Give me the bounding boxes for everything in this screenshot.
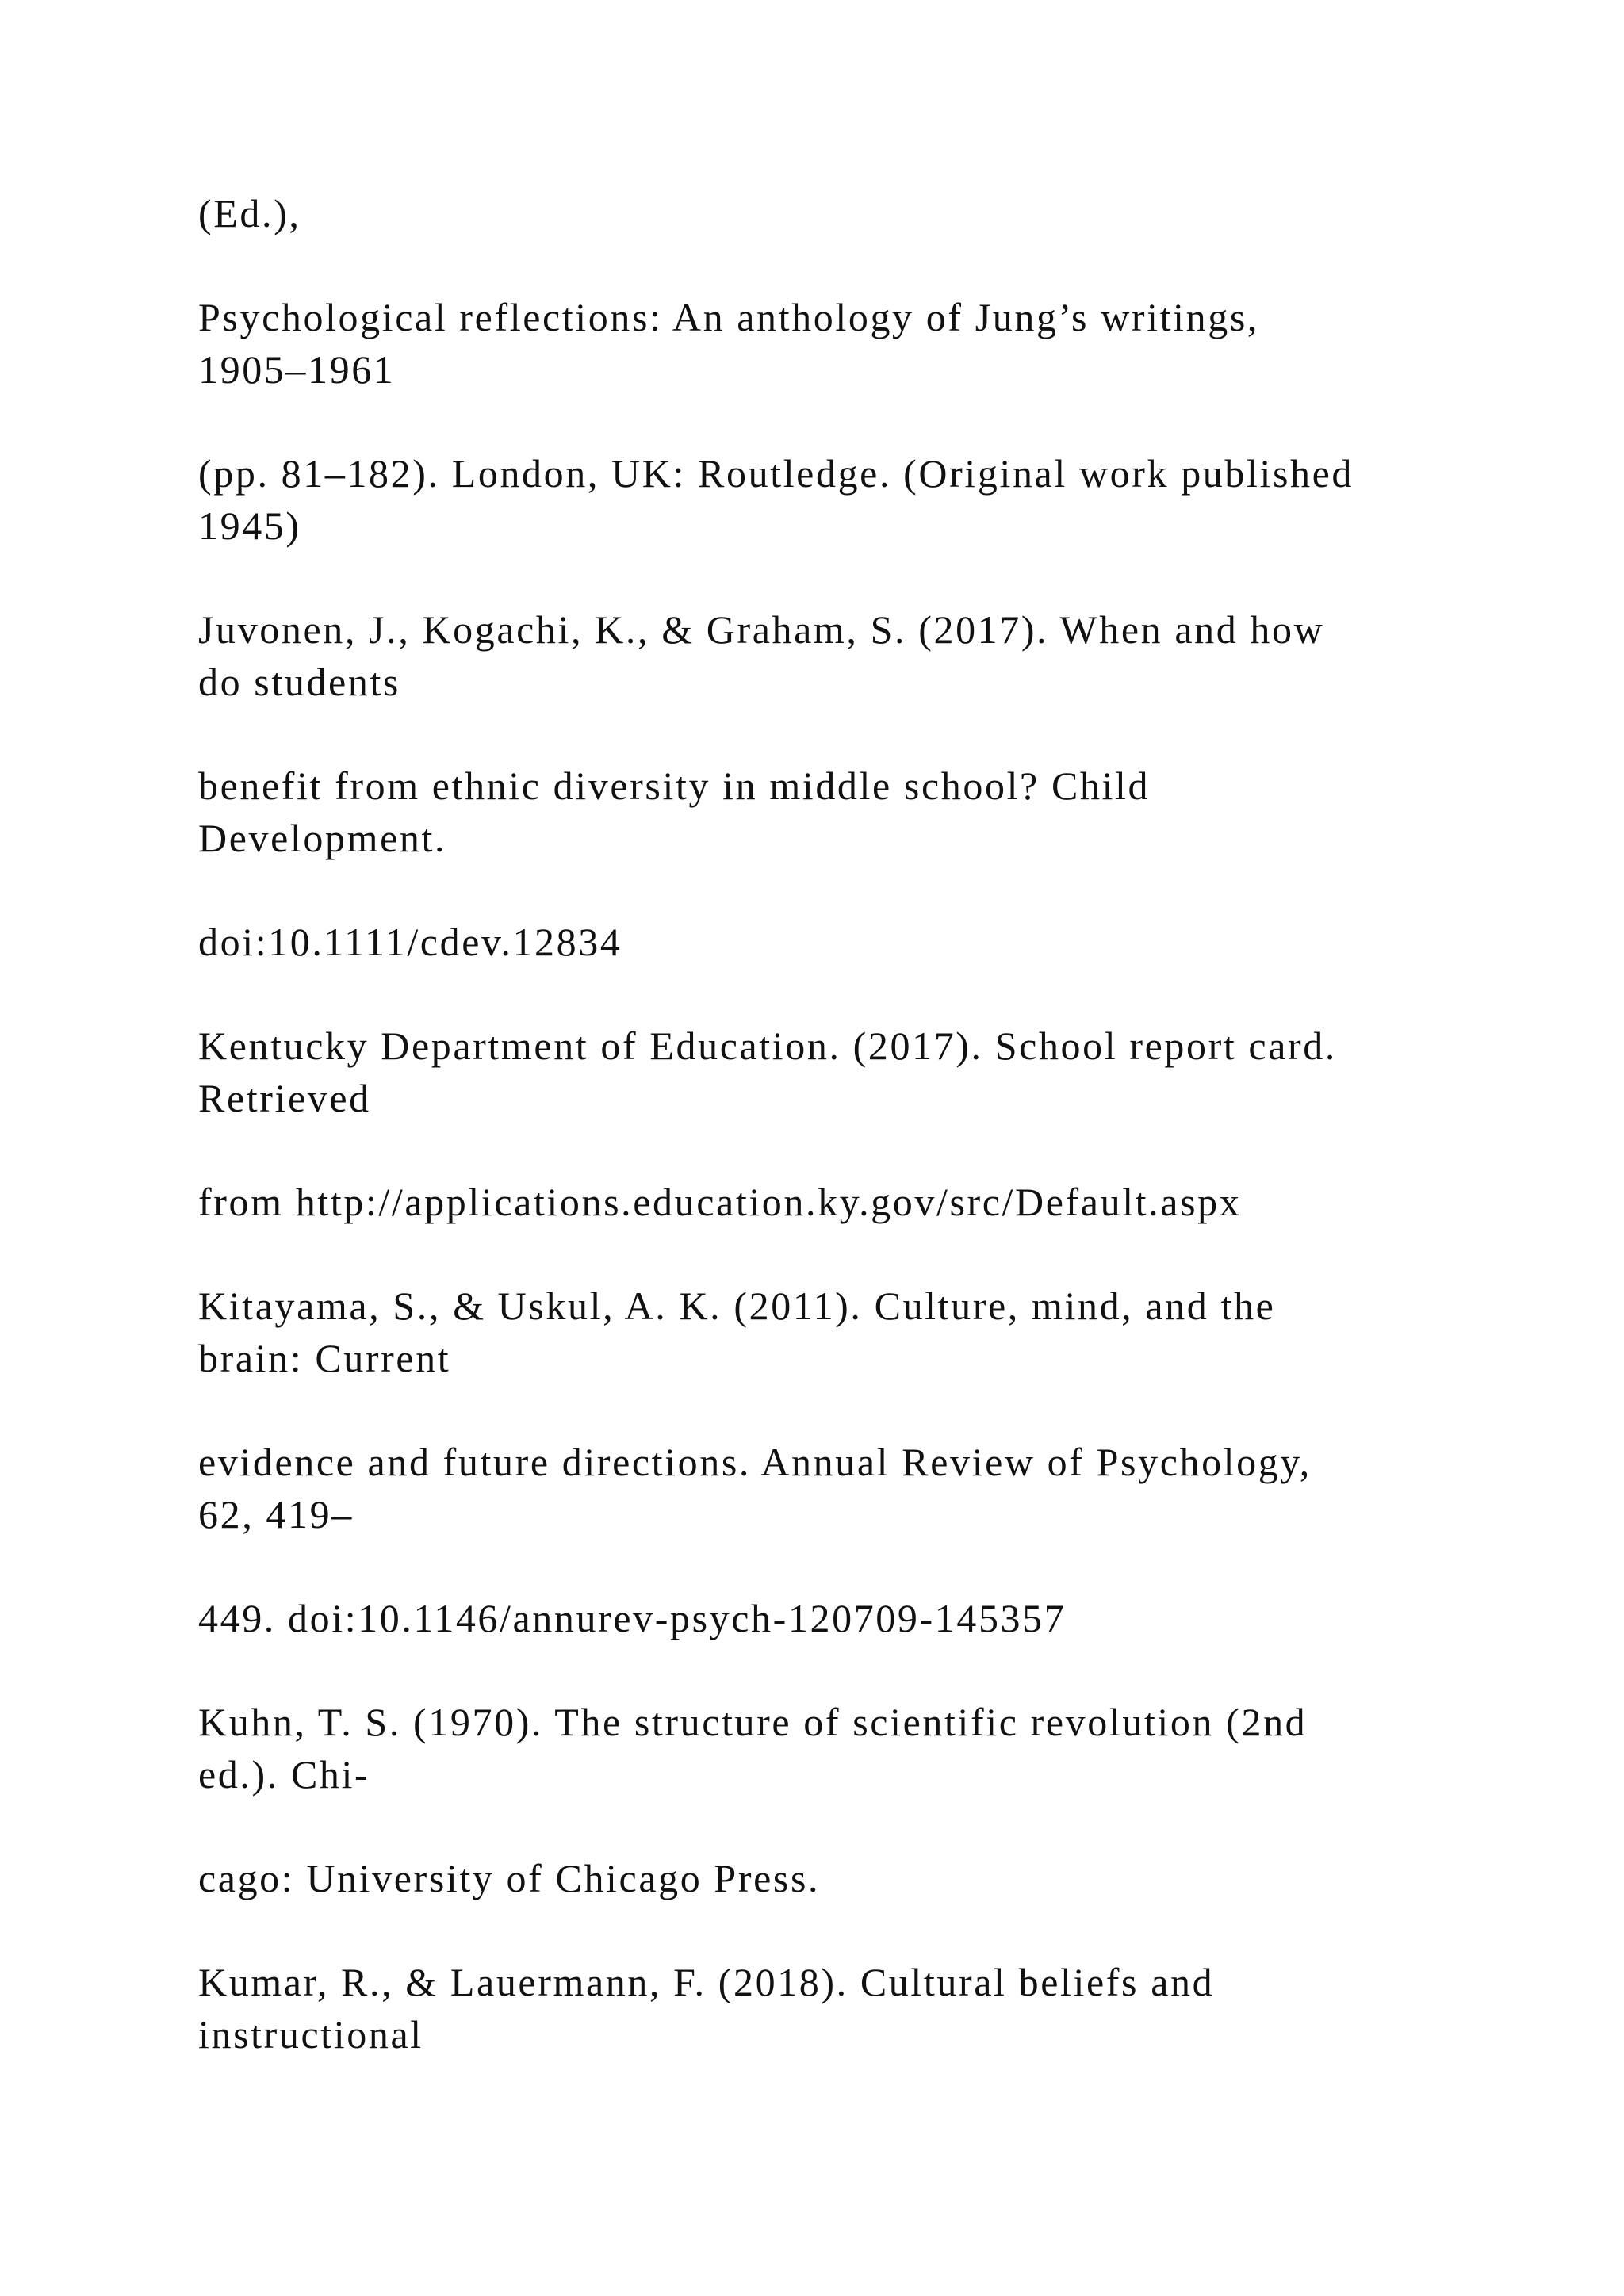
- text-paragraph: evidence and future directions. Annual Review of Psychology, 62, 419–: [198, 1440, 1312, 1536]
- text-paragraph: benefit from ethnic diversity in middle school? Child Development.: [198, 763, 1151, 860]
- text-paragraph: doi:10.1111/cdev.12834: [198, 920, 622, 964]
- text-paragraph: 449. doi:10.1146/annurev-psych-120709-145357: [198, 1596, 1067, 1640]
- text-paragraph: Kumar, R., & Lauermann, F. (2018). Cultural beliefs and instructional: [198, 1960, 1215, 2057]
- text-paragraph: Juvonen, J., Kogachi, K., & Graham, S. (2017). When and how do students: [198, 607, 1325, 704]
- text-paragraph: cago: University of Chicago Press.: [198, 1856, 821, 1900]
- text-paragraph: (Ed.),: [198, 191, 301, 235]
- text-paragraph: from http://applications.education.ky.gov/src/Default.aspx: [198, 1180, 1242, 1224]
- text-paragraph: Kitayama, S., & Uskul, A. K. (2011). Culture, mind, and the brain: Current: [198, 1284, 1276, 1380]
- text-paragraph: Kentucky Department of Education. (2017). School report card. Retrieved: [198, 1024, 1337, 1120]
- text-paragraph: Psychological reflections: An anthology of Jung’s writings, 1905–1961: [198, 295, 1259, 392]
- document-page: [198, 187, 1483, 2112]
- text-paragraph: (pp. 81–182). London, UK: Routledge. (Original work published 1945): [198, 451, 1354, 548]
- text-paragraph: Kuhn, T. S. (1970). The structure of scientific revolution (2nd ed.). Chi-: [198, 1700, 1308, 1797]
